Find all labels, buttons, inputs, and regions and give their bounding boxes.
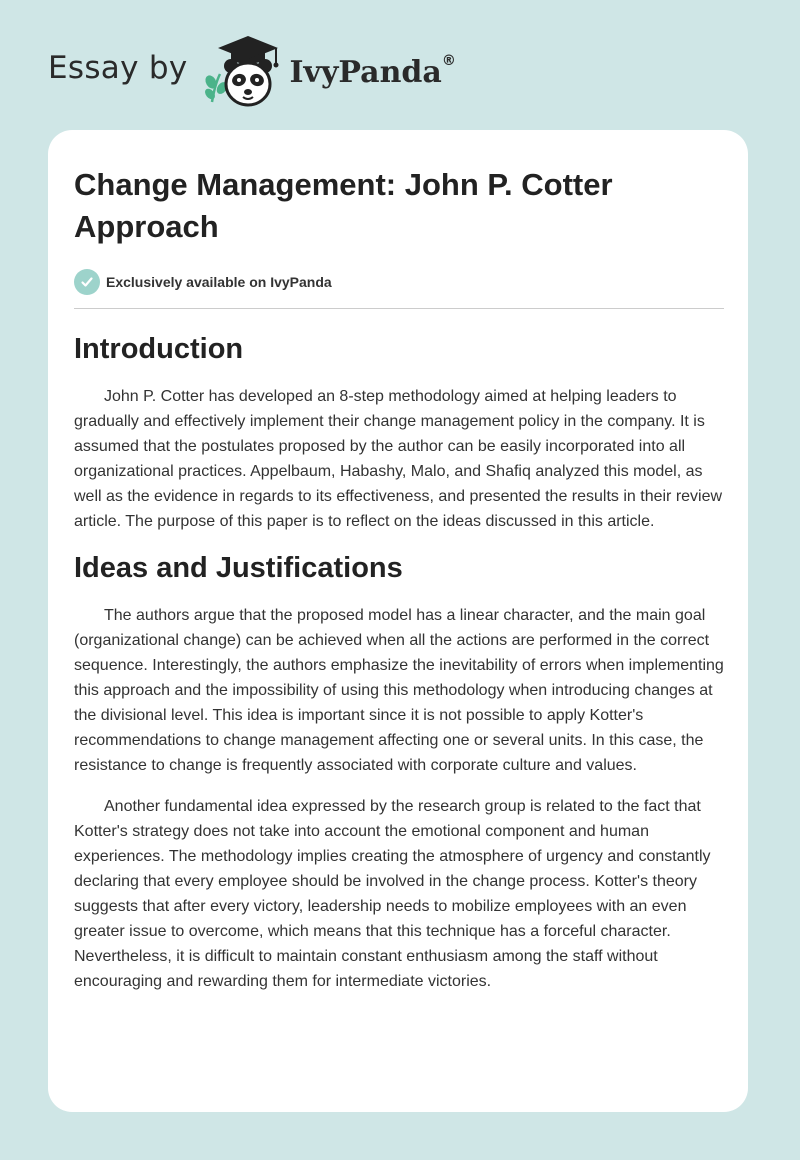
exclusive-badge-text: Exclusively available on IvyPanda	[106, 274, 332, 290]
essay-card	[48, 130, 748, 1112]
essay-by-label: Essay by	[48, 50, 188, 86]
panda-graduate-icon[interactable]	[198, 30, 288, 110]
section-heading-introduction: Introduction	[74, 333, 244, 365]
check-icon	[74, 269, 100, 295]
paragraph: Another fundamental idea expressed by the research group is related to the fact that Kotter's strategy does not take into account the emotional component and human experiences. The methodology implies creating the atmosphere of urgency and constantly declaring that every employee should be involved in the change process. Kotter's theory suggests that after every victory, leadership needs to mobilize employees with an even greater issue to overcome, which means that this technique has a forceful character. Nevertheless, it is difficult to maintain constant enthusiasm among the staff without encouraging and rewarding them for intermediate victories.	[74, 798, 711, 990]
registered-mark: ®	[441, 52, 456, 69]
essay-content	[74, 164, 724, 994]
paragraph: The authors argue that the proposed model has a linear character, and the main goal (organizational change) can be achieved when all the actions are performed in the correct sequence. Interestingly, the authors emphasize the inevitability of errors when implementing this approach and the impossibility of using this methodology when introducing changes at the divisional level. This idea is important since it is not possible to apply Kotter's recommendations to change management affecting one or several units. In this case, the resistance to change is frequently associated with corporate culture and values.	[74, 607, 724, 774]
page-title: Change Management: John P. Cotter Approach	[74, 167, 613, 244]
section-heading-ideas: Ideas and Justifications	[74, 552, 403, 584]
exclusive-badge	[74, 268, 724, 296]
paragraph: John P. Cotter has developed an 8-step methodology aimed at helping leaders to gradually and effectively implement their change management policy in the company. It is assumed that the postulates proposed by the author can be easily incorporated into all organizational practices. Appelbaum, Habashy, Malo, and Shafiq analyzed this model, as well as the evidence in regards to its effectiveness, and presented the results in their review article. The purpose of this paper is to reflect on the ideas discussed in this article.	[74, 388, 723, 530]
divider	[74, 308, 724, 309]
brand-name[interactable]: IvyPanda®	[289, 52, 456, 90]
site-header	[48, 30, 456, 110]
